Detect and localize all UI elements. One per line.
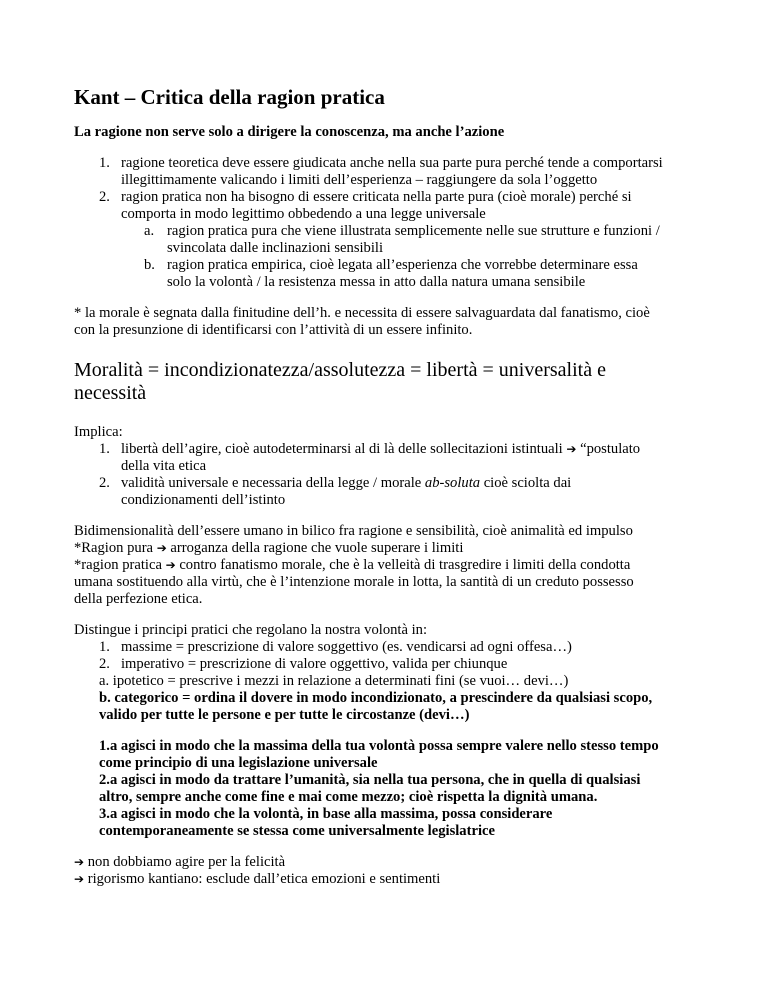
paragraph-line: [74, 540, 714, 557]
list-item-text: valido per tutte le persone e per tutte le circostanze (devi…): [99, 707, 470, 723]
text: libertà dell’agire, cioè autodeterminarsi al di là delle sollecitazioni istintuali: [121, 441, 563, 457]
section-heading: [74, 359, 634, 405]
italic-term: ab-soluta: [424, 475, 481, 491]
text: cioè sciolta dai: [480, 475, 572, 491]
list-number: 1.: [99, 441, 110, 457]
list-item-text: [121, 475, 721, 492]
formula-line: 1.a agisci in modo che la massima della tua volontà possa sempre valere nello stesso tempo: [99, 738, 659, 754]
list-number: 2.: [99, 189, 110, 205]
list-item-text: comporta in modo legittimo obbedendo a una legge universale: [121, 206, 486, 222]
list-item-text: svincolata dalle inclinazioni sensibili: [167, 240, 384, 256]
list-item-text: ragione teoretica deve essere giudicata anche nella sua parte pura perché tende a comportarsi: [121, 155, 663, 171]
list-item-text: b. categorico = ordina il dovere in modo incondizionato, a prescindere da qualsiasi scopo,: [99, 690, 653, 706]
conclusion-line: [74, 854, 714, 871]
formula-line: come principio di una legislazione universale: [99, 755, 378, 771]
right-arrow-icon: ➔: [74, 855, 85, 869]
list-number: 1.: [99, 639, 110, 655]
paragraph-line: umana sostituendo alla virtù, che è l’intenzione morale in lotta, la santità di un creduto possesso: [74, 574, 634, 590]
right-arrow-icon: ➔: [156, 541, 167, 555]
list-number: 2.: [99, 475, 110, 491]
text: *Ragion pura: [74, 540, 154, 556]
list-item-text: massime = prescrizione di valore soggettivo (es. vendicarsi ad ogni offesa…): [121, 639, 572, 655]
paragraph-line: [74, 557, 714, 574]
list-item-text: solo la volontà / la resistenza messa in atto dalla natura umana sensibile: [167, 274, 586, 290]
text: non dobbiamo agire per la felicità: [87, 854, 286, 870]
text: validità universale e necessaria della legge / morale: [121, 475, 425, 491]
formula-line: 2.a agisci in modo da trattare l’umanità, sia nella tua persona, che in quella di qualsiasi: [99, 772, 641, 788]
note-line: con la presunzione di identificarsi con l’attività di un essere infinito.: [74, 322, 473, 338]
list-item-text: condizionamenti dell’istinto: [121, 492, 286, 508]
right-arrow-icon: ➔: [165, 558, 176, 572]
text: rigorismo kantiano: esclude dall’etica emozioni e sentimenti: [87, 871, 441, 887]
implica-label: Implica:: [74, 424, 123, 440]
text: arroganza della ragione che vuole superare i limiti: [170, 540, 464, 556]
paragraph-line: della perfezione etica.: [74, 591, 203, 607]
list-letter: a.: [144, 223, 155, 239]
conclusion-line: [74, 871, 714, 888]
list-item-text: illegittimamente valicando i limiti dell’esperienza – raggiungere da sola l’oggetto: [121, 172, 598, 188]
list-item-text: ragion pratica pura che viene illustrata semplicemente nelle sue strutture e funzioni /: [167, 223, 660, 239]
list-number: 1.: [99, 155, 110, 171]
formula-line: altro, sempre anche come fine e mai come mezzo; cioè rispetta la dignità umana.: [99, 789, 598, 805]
list-number: 2.: [99, 656, 110, 672]
text: “postulato: [580, 441, 641, 457]
text: *ragion pratica: [74, 557, 162, 573]
formula-line: 3.a agisci in modo che la volontà, in base alla massima, possa considerare: [99, 806, 553, 822]
heading-line: necessità: [74, 382, 147, 404]
list-letter: b.: [144, 257, 155, 273]
list-item-text: della vita etica: [121, 458, 207, 474]
list-item-text: imperativo = prescrizione di valore oggettivo, valida per chiunque: [121, 656, 508, 672]
right-arrow-icon: ➔: [566, 442, 577, 456]
section-subtitle: La ragione non serve solo a dirigere la conoscenza, ma anche l’azione: [74, 124, 505, 140]
text: contro fanatismo morale, che è la velleità di trasgredire i limiti della condotta: [179, 557, 631, 573]
paragraph-line: Distingue i principi pratici che regolano la nostra volontà in:: [74, 622, 427, 638]
list-item-text: ragion pratica non ha bisogno di essere criticata nella parte pura (cioè morale) perché si: [121, 189, 632, 205]
note-line: * la morale è segnata dalla finitudine dell’h. e necessita di essere salvaguardata dal fanatismo, cioè: [74, 305, 650, 321]
list-item-text: a. ipotetico = prescrive i mezzi in relazione a determinati fini (se vuoi… devi…): [99, 673, 569, 689]
right-arrow-icon: ➔: [74, 872, 85, 886]
page-title: Kant – Critica della ragion pratica: [74, 85, 385, 109]
formula-line: contemporaneamente se stessa come universalmente legislatrice: [99, 823, 495, 839]
list-item-text: [121, 441, 721, 458]
paragraph-line: Bidimensionalità dell’essere umano in bilico fra ragione e sensibilità, cioè animalità ed impulso: [74, 523, 633, 539]
heading-line: Moralità = incondizionatezza/assolutezza = libertà = universalità e: [74, 359, 606, 381]
list-item-text: ragion pratica empirica, cioè legata all’esperienza che vorrebbe determinare essa: [167, 257, 638, 273]
